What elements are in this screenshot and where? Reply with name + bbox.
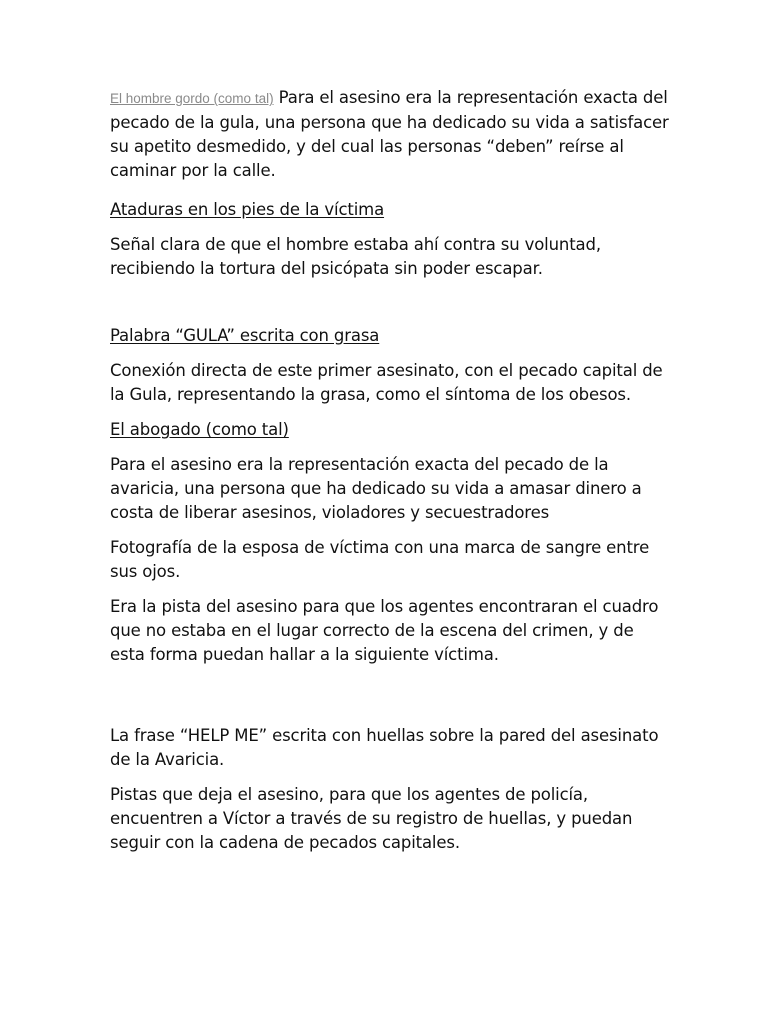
paragraph-gula: Conexión directa de este primer asesinato, con el pecado capital de la Gula, representando la grasa, como el síntoma de los obesos.: [110, 361, 663, 404]
intro-lead-in-link[interactable]: El hombre gordo (como tal): [110, 91, 274, 106]
paragraph-pista: Era la pista del asesino para que los agentes encontraran el cuadro que no estaba en el lugar correcto de la escena del crimen, y de esta forma puedan hallar a la siguiente víctima.: [110, 597, 659, 664]
paragraph-abogado: Para el asesino era la representación exacta del pecado de la avaricia, una persona que ha dedicado su vida a amasar dinero a costa de liberar asesinos, violadores y secuestradores: [110, 455, 642, 522]
paragraph-help-me: La frase “HELP ME” escrita con huellas sobre la pared del asesinato de la Avaricia.: [110, 726, 659, 769]
paragraph-ataduras: Señal clara de que el hombre estaba ahí contra su voluntad, recibiendo la tortura del psicópata sin poder escapar.: [110, 235, 601, 278]
heading-ataduras: Ataduras en los pies de la víctima: [110, 200, 385, 219]
heading-abogado: El abogado (como tal): [110, 420, 289, 439]
intro-text: Para el asesino era la representación exacta del pecado de la gula, una persona que ha dedicado su vida a satisfacer su apetito desmedido, y del cual las personas “deben” reírse al caminar por la calle.: [110, 88, 669, 180]
paragraph-fotografia: Fotografía de la esposa de víctima con una marca de sangre entre sus ojos.: [110, 538, 650, 581]
intro-paragraph: [110, 86, 670, 183]
document-page: [110, 86, 670, 855]
paragraph-pistas-policia: Pistas que deja el asesino, para que los agentes de policía, encuentren a Víctor a través de su registro de huellas, y puedan seguir con la cadena de pecados capitales.: [110, 785, 633, 852]
heading-gula: Palabra “GULA” escrita con grasa: [110, 326, 380, 345]
